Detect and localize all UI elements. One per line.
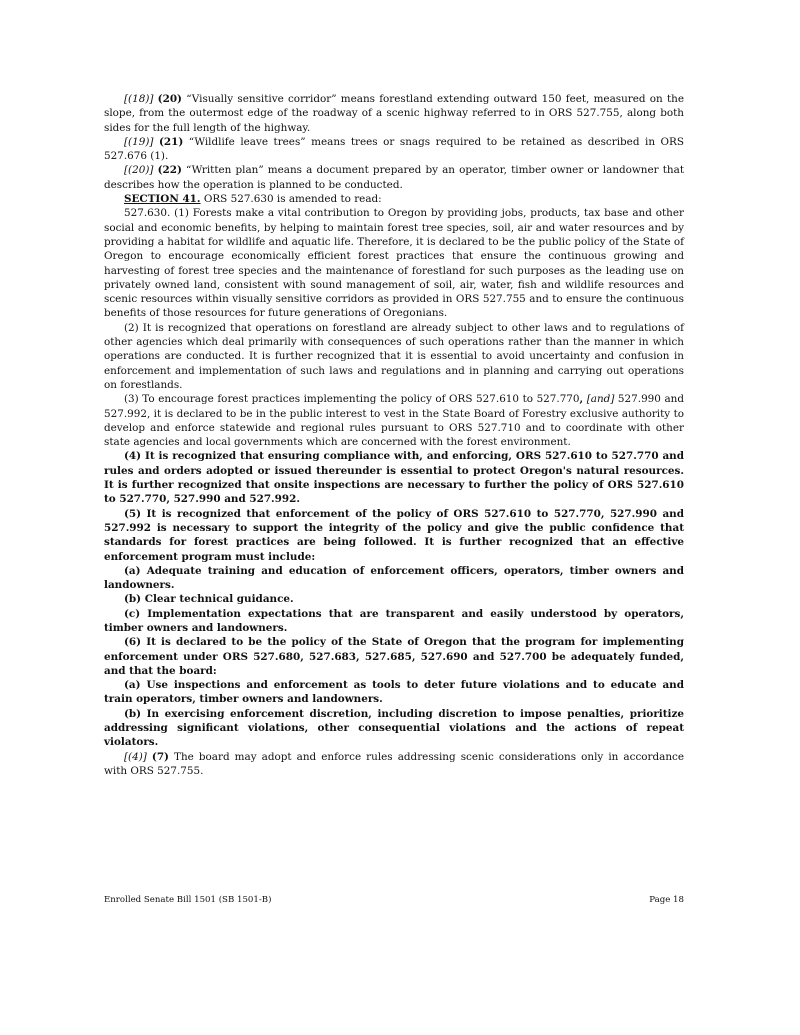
page-footer	[104, 895, 684, 905]
subsection-7	[104, 750, 684, 779]
definition-text: “Wildlife leave trees” means trees or snags required to be retained as described in ORS 527.676 (1).	[104, 135, 684, 163]
new-number: (22)	[157, 164, 182, 177]
subsection-5c: (c) Implementation expectations that are transparent and easily understood by operators, timber owners and landowners.	[104, 607, 684, 634]
new-number: (7)	[151, 750, 169, 763]
new-number: (20)	[157, 93, 182, 105]
definition-text: “Written plan” means a document prepared by an operator, timber owner or landowner that describes how the operation is planned to be conducted.	[104, 164, 684, 191]
subsection-2: (2) It is recognized that operations on forestland are already subject to other laws and to regulations of other agencies which deal primarily with consequences of such operations rather than the manner in which operations are conducted. It is further recognized that it is essential to avoid uncertainty and confusion in enforcement and implementation of such laws and regulations and in planning and carrying out operations on forestlands.	[104, 321, 684, 391]
section-label: SECTION 41.	[124, 193, 201, 206]
subsection-4: (4) It is recognized that ensuring compliance with, and enforcing, ORS 527.610 to 527.770 and rules and orders adopted or issued thereunder is essential to protect Oregon's natural resources. It is further recognized that onsite inspections are necessary to further the policy of ORS 527.610 to 527.770, 527.990 and 527.992.	[104, 450, 684, 506]
deleted-number: [(20)]	[124, 164, 154, 177]
definition-text: “Visually sensitive corridor” means forestland extending outward 150 feet, measured on the slope, from the outermost edge of the roadway of a scenic highway referred to in ORS 527.755, along both sides for the full length of the highway.	[104, 93, 684, 134]
definition-22	[104, 163, 684, 192]
page-number: Page 18	[649, 895, 684, 905]
subsection-3	[104, 392, 684, 449]
subsection-6: (6) It is declared to be the policy of the State of Oregon that the program for implementing enforcement under ORS 527.680, 527.683, 527.685, 527.690 and 527.700 be adequately funded, and that the board:	[104, 636, 684, 677]
deleted-number: [(19)]	[124, 135, 154, 148]
deleted-and: [and]	[583, 393, 615, 406]
deleted-number: [(18)]	[124, 93, 154, 105]
deleted-number: [(4)]	[124, 750, 147, 763]
bill-identifier: Enrolled Senate Bill 1501 (SB 1501-B)	[104, 895, 272, 905]
definition-21	[104, 135, 684, 164]
subsection-5: (5) It is recognized that enforcement of the policy of ORS 527.610 to 527.770, 527.990 and 527.992 is necessary to support the integrity of the policy and give the public confidence that standards for forest practices are being followed. It is further recognized that an effective enforcement program must include:	[104, 507, 684, 563]
subsection-5a: (a) Adequate training and education of enforcement officers, operators, timber owners and landowners.	[104, 564, 684, 592]
subsection-3-text-b: 527.990 and 527.992, it is declared to be in the public interest to vest in the State Board of Forestry exclusive authority to develop and enforce statewide and regional rules pursuant to ORS 527.710 and to coordinate with other state agencies and local governments which are concerned with the forest environment.	[104, 393, 684, 449]
document-page	[104, 92, 684, 778]
new-number: (21)	[158, 135, 184, 148]
subsection-3-text-a: (3) To encourage forest practices implementing the policy of ORS 527.610 to 527.770	[124, 393, 580, 406]
section-intro: ORS 527.630 is amended to read:	[200, 193, 382, 206]
definition-20	[104, 92, 684, 135]
subsection-6a: (a) Use inspections and enforcement as tools to deter future violations and to educate and train operators, timber owners and landowners.	[104, 679, 684, 706]
subsection-7-text: The board may adopt and enforce rules addressing scenic considerations only in accordance with ORS 527.755.	[104, 750, 684, 777]
subsection-1: 527.630. (1) Forests make a vital contribution to Oregon by providing jobs, products, tax base and other social and economic benefits, by helping to maintain forest tree species, soil, air and water resources and by providing a habitat for wildlife and aquatic life. Therefore, it is declared to be the public policy of the State of Oregon to encourage economically efficient forest practices that ensure the continuous growing and harvesting of forest tree species and the maintenance of forestland for such purposes as the leading use on privately owned land, consistent with sound management of soil, air, water, fish and wildlife resources and scenic resources within visually sensitive corridors as provided in ORS 527.755 and to ensure the continuous benefits of those resources for future generations of Oregonians.	[104, 207, 684, 320]
section-41-heading	[104, 192, 684, 206]
subsection-6b: (b) In exercising enforcement discretion, including discretion to impose penalties, prioritize addressing significant violations, other consequential violations and the actions of repeat violators.	[104, 707, 684, 749]
subsection-5b: (b) Clear technical guidance.	[124, 593, 294, 606]
inserted-comma: ,	[579, 393, 584, 406]
